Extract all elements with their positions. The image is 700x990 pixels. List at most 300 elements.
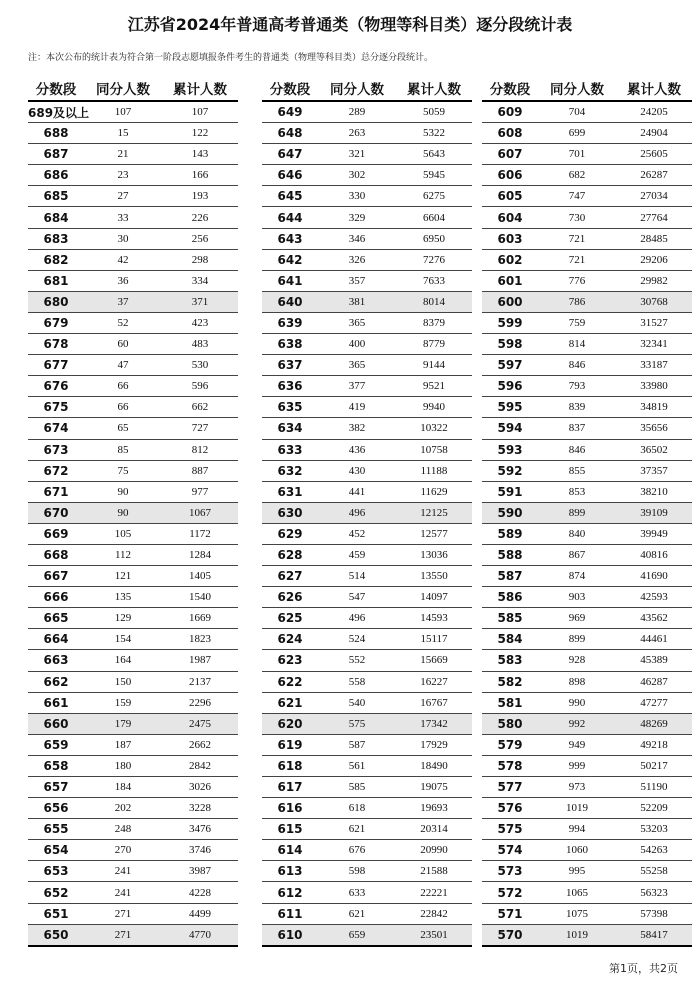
table-row	[262, 608, 472, 629]
score-band-cell: 620	[262, 713, 318, 734]
same-count-cell: 289	[318, 101, 396, 123]
score-band-cell: 624	[262, 629, 318, 650]
table-row	[482, 228, 692, 249]
table-row	[482, 481, 692, 502]
score-band-cell: 597	[482, 355, 538, 376]
same-count-cell: 659	[318, 924, 396, 946]
score-band-cell: 633	[262, 439, 318, 460]
score-band-cell: 625	[262, 608, 318, 629]
cumulative-count-cell: 483	[162, 334, 238, 355]
score-band-cell: 657	[28, 777, 84, 798]
score-band-cell: 654	[28, 840, 84, 861]
table-row	[482, 882, 692, 903]
score-band-cell: 636	[262, 376, 318, 397]
cumulative-count-cell: 1823	[162, 629, 238, 650]
cumulative-count-cell: 2475	[162, 713, 238, 734]
same-count-cell: 23	[84, 165, 162, 186]
cumulative-count-cell: 7633	[396, 270, 472, 291]
score-band-cell: 688	[28, 123, 84, 144]
score-band-cell: 576	[482, 798, 538, 819]
same-count-cell: 676	[318, 840, 396, 861]
same-count-cell: 514	[318, 566, 396, 587]
table-row	[482, 713, 692, 734]
same-count-cell: 270	[84, 840, 162, 861]
table-row	[482, 777, 692, 798]
same-count-cell: 540	[318, 692, 396, 713]
same-count-cell: 90	[84, 481, 162, 502]
score-band-cell: 637	[262, 355, 318, 376]
score-band-cell: 583	[482, 650, 538, 671]
score-band-cell: 670	[28, 502, 84, 523]
cumulative-count-cell: 27034	[616, 186, 692, 207]
same-count-cell: 496	[318, 608, 396, 629]
table-row	[482, 334, 692, 355]
cumulative-count-cell: 3476	[162, 819, 238, 840]
cumulative-count-cell: 16227	[396, 671, 472, 692]
score-band-cell: 574	[482, 840, 538, 861]
score-band-cell: 656	[28, 798, 84, 819]
cumulative-count-cell: 662	[162, 397, 238, 418]
same-count-cell: 598	[318, 861, 396, 882]
score-band-cell: 673	[28, 439, 84, 460]
table-row	[28, 861, 238, 882]
same-count-cell: 524	[318, 629, 396, 650]
same-count-cell: 30	[84, 228, 162, 249]
cumulative-count-cell: 24205	[616, 101, 692, 123]
table-row	[262, 312, 472, 333]
table-row	[28, 228, 238, 249]
cumulative-count-cell: 10322	[396, 418, 472, 439]
cumulative-count-cell: 256	[162, 228, 238, 249]
table-row	[28, 165, 238, 186]
same-count-cell: 377	[318, 376, 396, 397]
cumulative-count-cell: 45389	[616, 650, 692, 671]
score-band-cell: 667	[28, 566, 84, 587]
cumulative-count-cell: 371	[162, 291, 238, 312]
score-band-cell: 629	[262, 523, 318, 544]
same-count-cell: 587	[318, 734, 396, 755]
score-band-cell: 644	[262, 207, 318, 228]
score-band-cell: 594	[482, 418, 538, 439]
same-count-cell: 853	[538, 481, 616, 502]
table-row	[262, 186, 472, 207]
table-row	[262, 587, 472, 608]
same-count-cell: 321	[318, 144, 396, 165]
cumulative-count-cell: 38210	[616, 481, 692, 502]
score-band-cell: 616	[262, 798, 318, 819]
score-band-cell: 612	[262, 882, 318, 903]
same-count-cell: 682	[538, 165, 616, 186]
same-count-cell: 121	[84, 566, 162, 587]
table-row	[262, 376, 472, 397]
same-count-cell: 994	[538, 819, 616, 840]
cumulative-count-cell: 2842	[162, 755, 238, 776]
table-row	[482, 291, 692, 312]
table-row	[262, 460, 472, 481]
cumulative-count-cell: 5059	[396, 101, 472, 123]
table-row	[28, 566, 238, 587]
table-row	[262, 249, 472, 270]
score-band-cell: 580	[482, 713, 538, 734]
score-band-cell: 689及以上	[28, 101, 84, 123]
cumulative-count-cell: 30768	[616, 291, 692, 312]
table-row	[482, 144, 692, 165]
table-row	[262, 502, 472, 523]
table-row	[262, 397, 472, 418]
score-band-cell: 622	[262, 671, 318, 692]
score-band-cell: 680	[28, 291, 84, 312]
cumulative-count-cell: 5322	[396, 123, 472, 144]
score-band-cell: 685	[28, 186, 84, 207]
same-count-cell: 1075	[538, 903, 616, 924]
same-count-cell: 814	[538, 334, 616, 355]
cumulative-count-cell: 27764	[616, 207, 692, 228]
table-row	[262, 439, 472, 460]
table-row	[482, 755, 692, 776]
cumulative-count-cell: 34819	[616, 397, 692, 418]
cumulative-count-cell: 12577	[396, 523, 472, 544]
table-header-row	[262, 76, 472, 101]
same-count-cell: 898	[538, 671, 616, 692]
table-row	[28, 123, 238, 144]
cumulative-count-cell: 4228	[162, 882, 238, 903]
table-row	[482, 523, 692, 544]
cumulative-count-cell: 812	[162, 439, 238, 460]
table-row	[262, 819, 472, 840]
score-band-cell: 607	[482, 144, 538, 165]
table-row	[28, 629, 238, 650]
score-band-cell: 626	[262, 587, 318, 608]
table-row	[482, 671, 692, 692]
table-row	[482, 186, 692, 207]
score-band-cell: 590	[482, 502, 538, 523]
cumulative-count-cell: 9144	[396, 355, 472, 376]
same-count-cell: 721	[538, 228, 616, 249]
cumulative-count-cell: 37357	[616, 460, 692, 481]
table-row	[482, 650, 692, 671]
table-row	[28, 777, 238, 798]
score-band-cell: 669	[28, 523, 84, 544]
score-band-cell: 639	[262, 312, 318, 333]
cumulative-count-cell: 47277	[616, 692, 692, 713]
table-row	[28, 439, 238, 460]
score-band-cell: 613	[262, 861, 318, 882]
table-row	[482, 460, 692, 481]
same-count-cell: 899	[538, 502, 616, 523]
cumulative-count-cell: 6275	[396, 186, 472, 207]
table-row	[482, 734, 692, 755]
same-count-cell: 585	[318, 777, 396, 798]
cumulative-count-cell: 596	[162, 376, 238, 397]
page-title: 江苏省2024年普通高考普通类（物理等科目类）逐分段统计表	[127, 15, 573, 34]
cumulative-count-cell: 17929	[396, 734, 472, 755]
cumulative-count-cell: 17342	[396, 713, 472, 734]
table-row	[28, 650, 238, 671]
cumulative-count-cell: 19075	[396, 777, 472, 798]
table-row	[28, 692, 238, 713]
same-count-cell: 547	[318, 587, 396, 608]
score-band-cell: 638	[262, 334, 318, 355]
table-row	[262, 144, 472, 165]
score-band-cell: 614	[262, 840, 318, 861]
score-band-cell: 578	[482, 755, 538, 776]
header-score-band: 分数段	[482, 76, 538, 101]
table-row	[262, 903, 472, 924]
score-band-cell: 668	[28, 544, 84, 565]
same-count-cell: 839	[538, 397, 616, 418]
cumulative-count-cell: 36502	[616, 439, 692, 460]
table-row	[28, 207, 238, 228]
cumulative-count-cell: 1067	[162, 502, 238, 523]
cumulative-count-cell: 21588	[396, 861, 472, 882]
table-row	[28, 270, 238, 291]
cumulative-count-cell: 55258	[616, 861, 692, 882]
table-row	[482, 502, 692, 523]
cumulative-count-cell: 1405	[162, 566, 238, 587]
cumulative-count-cell: 31527	[616, 312, 692, 333]
same-count-cell: 27	[84, 186, 162, 207]
cumulative-count-cell: 33187	[616, 355, 692, 376]
cumulative-count-cell: 1284	[162, 544, 238, 565]
same-count-cell: 164	[84, 650, 162, 671]
cumulative-count-cell: 33980	[616, 376, 692, 397]
score-band-cell: 660	[28, 713, 84, 734]
header-cumulative-count: 累计人数	[162, 76, 238, 101]
header-same-count: 同分人数	[318, 76, 396, 101]
table-row	[482, 692, 692, 713]
cumulative-count-cell: 26287	[616, 165, 692, 186]
same-count-cell: 150	[84, 671, 162, 692]
score-band-cell: 676	[28, 376, 84, 397]
same-count-cell: 33	[84, 207, 162, 228]
table-row	[262, 734, 472, 755]
table-row	[28, 671, 238, 692]
score-band-cell: 672	[28, 460, 84, 481]
score-band-cell: 608	[482, 123, 538, 144]
same-count-cell: 704	[538, 101, 616, 123]
score-band-cell: 646	[262, 165, 318, 186]
cumulative-count-cell: 14593	[396, 608, 472, 629]
cumulative-count-cell: 54263	[616, 840, 692, 861]
score-band-cell: 683	[28, 228, 84, 249]
table-row	[262, 101, 472, 123]
same-count-cell: 381	[318, 291, 396, 312]
same-count-cell: 459	[318, 544, 396, 565]
same-count-cell: 840	[538, 523, 616, 544]
cumulative-count-cell: 46287	[616, 671, 692, 692]
cumulative-count-cell: 107	[162, 101, 238, 123]
same-count-cell: 65	[84, 418, 162, 439]
score-band-cell: 664	[28, 629, 84, 650]
same-count-cell: 730	[538, 207, 616, 228]
score-band-cell: 662	[28, 671, 84, 692]
score-band-cell: 682	[28, 249, 84, 270]
table-row	[482, 418, 692, 439]
cumulative-count-cell: 22842	[396, 903, 472, 924]
same-count-cell: 75	[84, 460, 162, 481]
table-row	[482, 544, 692, 565]
score-band-cell: 655	[28, 819, 84, 840]
cumulative-count-cell: 24904	[616, 123, 692, 144]
same-count-cell: 793	[538, 376, 616, 397]
cumulative-count-cell: 29982	[616, 270, 692, 291]
cumulative-count-cell: 15117	[396, 629, 472, 650]
same-count-cell: 1065	[538, 882, 616, 903]
same-count-cell: 747	[538, 186, 616, 207]
same-count-cell: 129	[84, 608, 162, 629]
table-row	[28, 755, 238, 776]
same-count-cell: 973	[538, 777, 616, 798]
header-cumulative-count: 累计人数	[396, 76, 472, 101]
same-count-cell: 47	[84, 355, 162, 376]
cumulative-count-cell: 3026	[162, 777, 238, 798]
cumulative-count-cell: 28485	[616, 228, 692, 249]
table-row	[262, 924, 472, 946]
table-row	[28, 334, 238, 355]
table-row	[262, 334, 472, 355]
score-band-cell: 593	[482, 439, 538, 460]
cumulative-count-cell: 52209	[616, 798, 692, 819]
table-row	[262, 671, 472, 692]
table-row	[262, 544, 472, 565]
cumulative-count-cell: 22221	[396, 882, 472, 903]
same-count-cell: 837	[538, 418, 616, 439]
score-band-cell: 592	[482, 460, 538, 481]
cumulative-count-cell: 44461	[616, 629, 692, 650]
table-row	[28, 418, 238, 439]
cumulative-count-cell: 334	[162, 270, 238, 291]
score-band-cell: 581	[482, 692, 538, 713]
score-band-cell: 658	[28, 755, 84, 776]
cumulative-count-cell: 193	[162, 186, 238, 207]
score-band-cell: 586	[482, 587, 538, 608]
score-band-cell: 602	[482, 249, 538, 270]
cumulative-count-cell: 5945	[396, 165, 472, 186]
cumulative-count-cell: 39109	[616, 502, 692, 523]
cumulative-count-cell: 423	[162, 312, 238, 333]
score-band-cell: 571	[482, 903, 538, 924]
same-count-cell: 365	[318, 312, 396, 333]
score-band-cell: 570	[482, 924, 538, 946]
same-count-cell: 903	[538, 587, 616, 608]
score-band-cell: 635	[262, 397, 318, 418]
cumulative-count-cell: 3987	[162, 861, 238, 882]
table-row	[262, 291, 472, 312]
table-row	[28, 798, 238, 819]
cumulative-count-cell: 6950	[396, 228, 472, 249]
cumulative-count-cell: 49218	[616, 734, 692, 755]
header-same-count: 同分人数	[538, 76, 616, 101]
cumulative-count-cell: 3746	[162, 840, 238, 861]
score-band-cell: 677	[28, 355, 84, 376]
score-band-cell: 648	[262, 123, 318, 144]
cumulative-count-cell: 3228	[162, 798, 238, 819]
table-row	[28, 734, 238, 755]
cumulative-count-cell: 57398	[616, 903, 692, 924]
same-count-cell: 382	[318, 418, 396, 439]
table-row	[262, 798, 472, 819]
table-row	[482, 819, 692, 840]
score-band-cell: 589	[482, 523, 538, 544]
cumulative-count-cell: 2137	[162, 671, 238, 692]
same-count-cell: 969	[538, 608, 616, 629]
cumulative-count-cell: 41690	[616, 566, 692, 587]
table-row	[482, 439, 692, 460]
same-count-cell: 561	[318, 755, 396, 776]
cumulative-count-cell: 14097	[396, 587, 472, 608]
same-count-cell: 271	[84, 903, 162, 924]
same-count-cell: 419	[318, 397, 396, 418]
same-count-cell: 1019	[538, 798, 616, 819]
table-row	[28, 355, 238, 376]
table-row	[482, 903, 692, 924]
table-note: 注：本次公布的统计表为符合第一阶段志愿填报条件考生的普通类（物理等科目类）总分逐分段统计。	[28, 53, 434, 63]
same-count-cell: 759	[538, 312, 616, 333]
same-count-cell: 42	[84, 249, 162, 270]
table-row	[28, 713, 238, 734]
cumulative-count-cell: 51190	[616, 777, 692, 798]
table-row	[262, 523, 472, 544]
header-same-count: 同分人数	[84, 76, 162, 101]
cumulative-count-cell: 53203	[616, 819, 692, 840]
same-count-cell: 436	[318, 439, 396, 460]
cumulative-count-cell: 8379	[396, 312, 472, 333]
table-row	[482, 566, 692, 587]
table-row	[482, 798, 692, 819]
table-row	[28, 523, 238, 544]
cumulative-count-cell: 11629	[396, 481, 472, 502]
cumulative-count-cell: 530	[162, 355, 238, 376]
same-count-cell: 21	[84, 144, 162, 165]
same-count-cell: 552	[318, 650, 396, 671]
score-band-cell: 599	[482, 312, 538, 333]
table-row	[28, 376, 238, 397]
same-count-cell: 330	[318, 186, 396, 207]
score-band-cell: 645	[262, 186, 318, 207]
table-row	[28, 903, 238, 924]
same-count-cell: 846	[538, 355, 616, 376]
score-band-cell: 679	[28, 312, 84, 333]
cumulative-count-cell: 35656	[616, 418, 692, 439]
score-band-cell: 601	[482, 270, 538, 291]
cumulative-count-cell: 8014	[396, 291, 472, 312]
table-row	[28, 840, 238, 861]
cumulative-count-cell: 2296	[162, 692, 238, 713]
score-band-cell: 577	[482, 777, 538, 798]
cumulative-count-cell: 11188	[396, 460, 472, 481]
same-count-cell: 776	[538, 270, 616, 291]
table-row	[482, 840, 692, 861]
score-band-cell: 634	[262, 418, 318, 439]
same-count-cell: 357	[318, 270, 396, 291]
table-row	[482, 861, 692, 882]
table-row	[482, 207, 692, 228]
score-band-cell: 606	[482, 165, 538, 186]
score-band-cell: 618	[262, 755, 318, 776]
same-count-cell: 52	[84, 312, 162, 333]
same-count-cell: 400	[318, 334, 396, 355]
score-band-cell: 652	[28, 882, 84, 903]
header-score-band: 分数段	[28, 76, 84, 101]
same-count-cell: 621	[318, 903, 396, 924]
same-count-cell: 721	[538, 249, 616, 270]
same-count-cell: 441	[318, 481, 396, 502]
table-row	[28, 312, 238, 333]
cumulative-count-cell: 1669	[162, 608, 238, 629]
score-band-cell: 596	[482, 376, 538, 397]
score-band-cell: 605	[482, 186, 538, 207]
score-band-cell: 585	[482, 608, 538, 629]
